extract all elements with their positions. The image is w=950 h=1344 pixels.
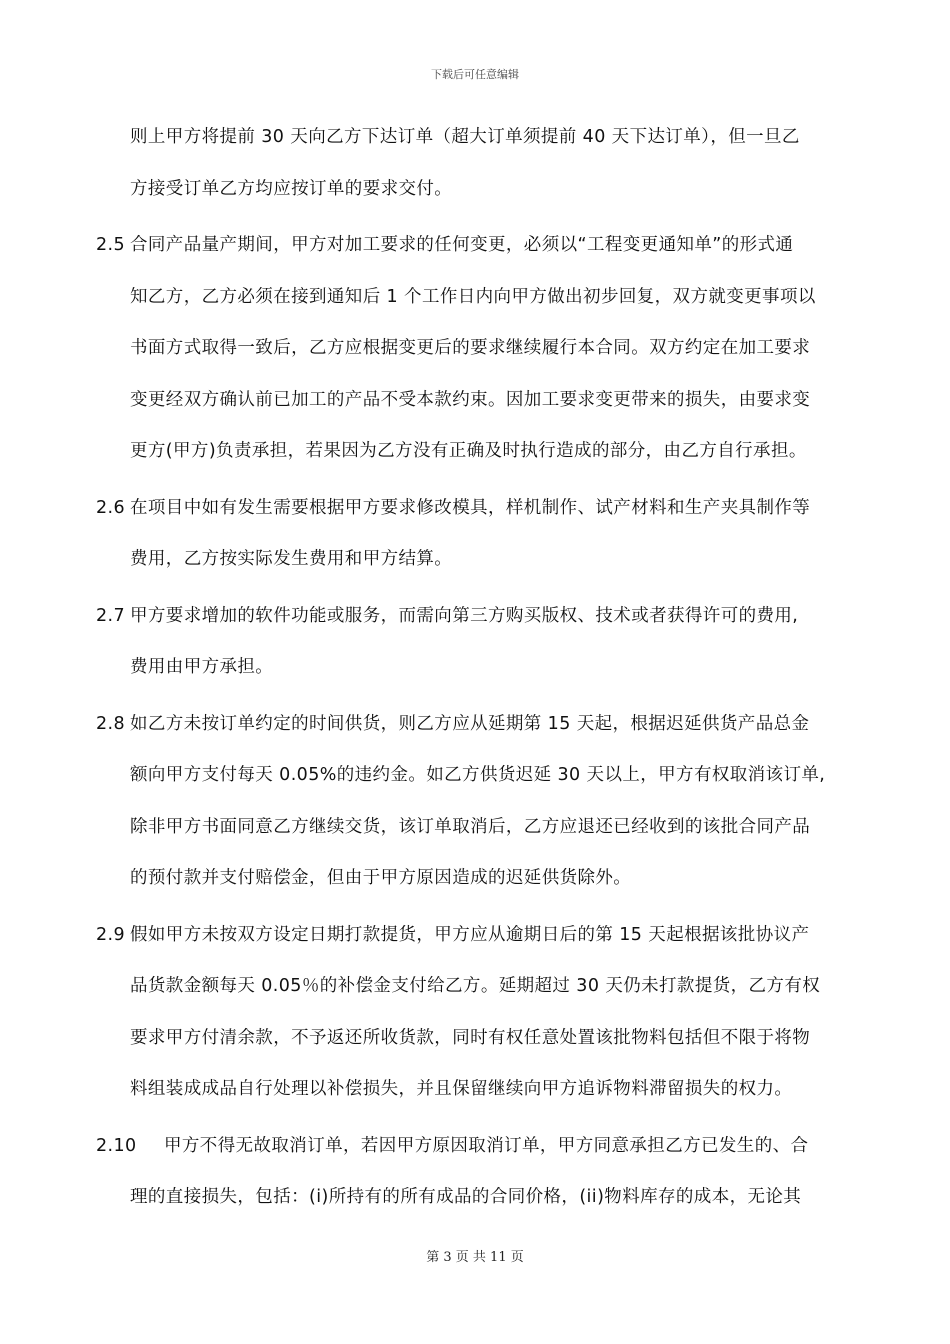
clause-number: 2.9 <box>96 924 126 945</box>
text-line: 更方(甲方)负责承担，若果因为乙方没有正确及时执行造成的部分，由乙方自行承担。 <box>130 441 807 461</box>
text-line: 在项目中如有发生需要根据甲方要求修改模具，样机制作、试产材料和生产夹具制作等 <box>130 497 811 518</box>
text-line: 假如甲方未按双方设定日期打款提货，甲方应从逾期日后的第 15 天起根据该批协议产 <box>130 924 810 945</box>
text-line: 费用，乙方按实际发生费用和甲方结算。 <box>130 549 453 569</box>
clause-2-5 <box>96 220 862 478</box>
text-line: 除非甲方书面同意乙方继续交货，该订单取消后，乙方应退还已经收到的该批合同产品 <box>130 816 811 837</box>
text-line: 的预付款并支付赔偿金，但由于甲方原因造成的迟延供货除外。 <box>130 868 632 888</box>
clause-number: 2.8 <box>96 713 126 734</box>
document-body <box>96 112 862 1224</box>
clause-2-10 <box>96 1121 862 1224</box>
clause-2-6 <box>96 483 862 586</box>
text-line: 变更经双方确认前已加工的产品不受本款约束。因加工要求变更带来的损失，由要求变 <box>130 389 811 410</box>
text-line: 合同产品量产期间，甲方对加工要求的任何变更，必须以“工程变更通知单”的形式通 <box>130 235 794 255</box>
clause-number: 2.6 <box>96 497 126 518</box>
text-line: 费用由甲方承担。 <box>130 657 274 677</box>
clause-2-9 <box>96 910 862 1116</box>
clause-number: 2.10 <box>96 1135 137 1156</box>
text-line: 料组装成成品自行处理以补偿损失，并且保留继续向甲方追诉物料滞留损失的权力。 <box>130 1079 793 1099</box>
text-line: 额向甲方支付每天 0.05%的违约金。如乙方供货迟延 30 天以上，甲方有权取消该订单, <box>130 765 826 785</box>
clause-2-8 <box>96 699 862 905</box>
clause-2-7 <box>96 591 862 694</box>
text-line: 理的直接损失，包括：(i)所持有的所有成品的合同价格，(ii)物料库存的成本，无论其 <box>130 1187 802 1207</box>
clause-2-4-continuation <box>96 112 862 215</box>
text-line: 品货款金额每天 0.05％的补偿金支付给乙方。延期超过 30 天仍未打款提货，乙方有权 <box>130 976 821 996</box>
clause-number: 2.7 <box>96 605 126 626</box>
text-line: 则上甲方将提前 30 天向乙方下达订单（超大订单须提前 40 天下达订单），但一旦乙 <box>130 127 800 147</box>
text-line: 甲方要求增加的软件功能或服务，而需向第三方购买版权、技术或者获得许可的费用, <box>130 605 799 626</box>
clause-number: 2.5 <box>96 235 126 255</box>
text-line: 书面方式取得一致后，乙方应根据变更后的要求继续履行本合同。双方约定在加工要求 <box>130 338 811 358</box>
text-line: 如乙方未按订单约定的时间供货，则乙方应从延期第 15 天起，根据迟延供货产品总金 <box>130 713 810 734</box>
text-line: 甲方不得无故取消订单，若因甲方原因取消订单，甲方同意承担乙方已发生的、合 <box>164 1135 809 1156</box>
text-line: 要求甲方付清余款，不予返还所收货款，同时有权任意处置该批物料包括但不限于将物 <box>130 1027 811 1048</box>
page-footer-number: 第 3 页 共 11 页 <box>426 1250 524 1265</box>
text-line: 知乙方，乙方必须在接到通知后 1 个工作日内向甲方做出初步回复，双方就变更事项以 <box>130 286 816 307</box>
page-header-note: 下载后可任意编辑 <box>431 68 519 81</box>
text-line: 方接受订单乙方均应按订单的要求交付。 <box>130 178 453 199</box>
